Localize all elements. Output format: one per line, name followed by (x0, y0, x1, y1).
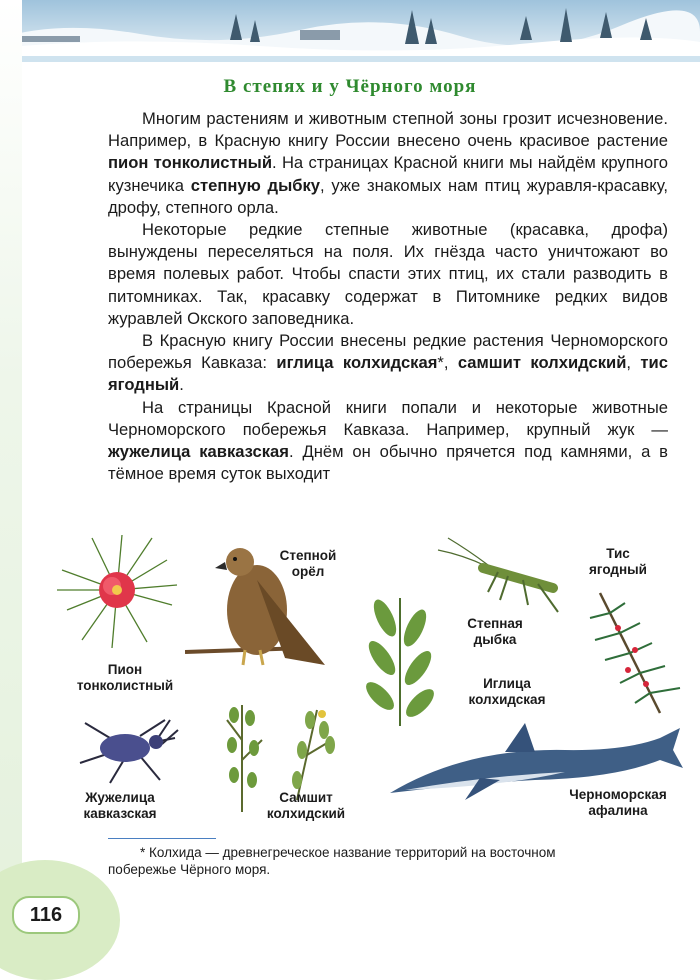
text-run: , уже знакомых нам птиц журавля-красавку, дрофу, степного орла. (108, 175, 668, 217)
body-paragraph (108, 219, 668, 330)
bold-term: пион тонколистный (108, 153, 273, 173)
text-run: . (179, 375, 184, 395)
text-run: , (626, 353, 641, 373)
label-peony: Пион тонколистный (76, 662, 174, 693)
label-dolphin: Черноморская афалина (569, 787, 667, 818)
text-run: *, (437, 353, 458, 373)
text-run: В Красную книгу России внесены редкие растения Черноморского побережья Кавказа: (108, 331, 668, 373)
text-run: На страницы Красной книги попали и некоторые животные Черноморского побережья Кавказа. Например, крупный жук — (108, 397, 668, 439)
header-illustration (0, 0, 700, 62)
yew-illustration (580, 588, 690, 718)
ruscus-illustration (350, 588, 450, 728)
body-paragraph (108, 330, 668, 397)
footnote: * Колхида — древнегреческое название территорий на восточном побережье Чёрного моря. (108, 845, 556, 877)
bold-term: самшит колхидский (457, 353, 627, 373)
peony-illustration (52, 530, 182, 650)
section-title: В степях и у Чёрного моря (223, 76, 477, 97)
label-eagle: Степной орёл (279, 548, 337, 579)
label-beetle: Жужелица кавказская (83, 790, 157, 821)
page-margin-stripe (0, 0, 22, 953)
bold-term: жужелица кавказская (108, 442, 289, 462)
label-ruscus: Иглица колхидская (468, 676, 546, 707)
text-run: Некоторые редкие степные животные (красавка, дрофа) вынуждены переселяться на поля. Их гнёзда часто уничтожают во время полевых работ. Чтобы спасти этих птиц, их стали разводить в питомниках. Так, красавку содержат в Питомнике редких видов журавлей Окского заповедника. (108, 220, 668, 328)
text-run: . Днём он обычно прячется под камнями, а в тёмное время суток выходит (108, 442, 668, 484)
page-number: 116 (12, 896, 80, 934)
bold-term: иглица колхидская (276, 353, 438, 373)
text-run: . На страницах Красной книги мы найдём крупного кузнечика (108, 153, 668, 195)
text-run: Многим растениям и животным степной зоны грозит исчезновение. Например, в Красную книгу России внесено очень красивое растение (108, 109, 668, 151)
bold-term: тис ягодный (108, 353, 668, 395)
label-boxwood: Самшит колхидский (266, 790, 346, 821)
footnote-separator (108, 838, 216, 839)
bold-term: степную дыбку (190, 175, 321, 195)
label-grasshopper: Степная дыбка (467, 616, 523, 647)
beetle-illustration (70, 708, 180, 788)
body-paragraph (108, 397, 668, 486)
body-paragraph (108, 108, 668, 219)
label-yew: Тис ягодный (589, 546, 647, 577)
body-text (108, 108, 668, 485)
